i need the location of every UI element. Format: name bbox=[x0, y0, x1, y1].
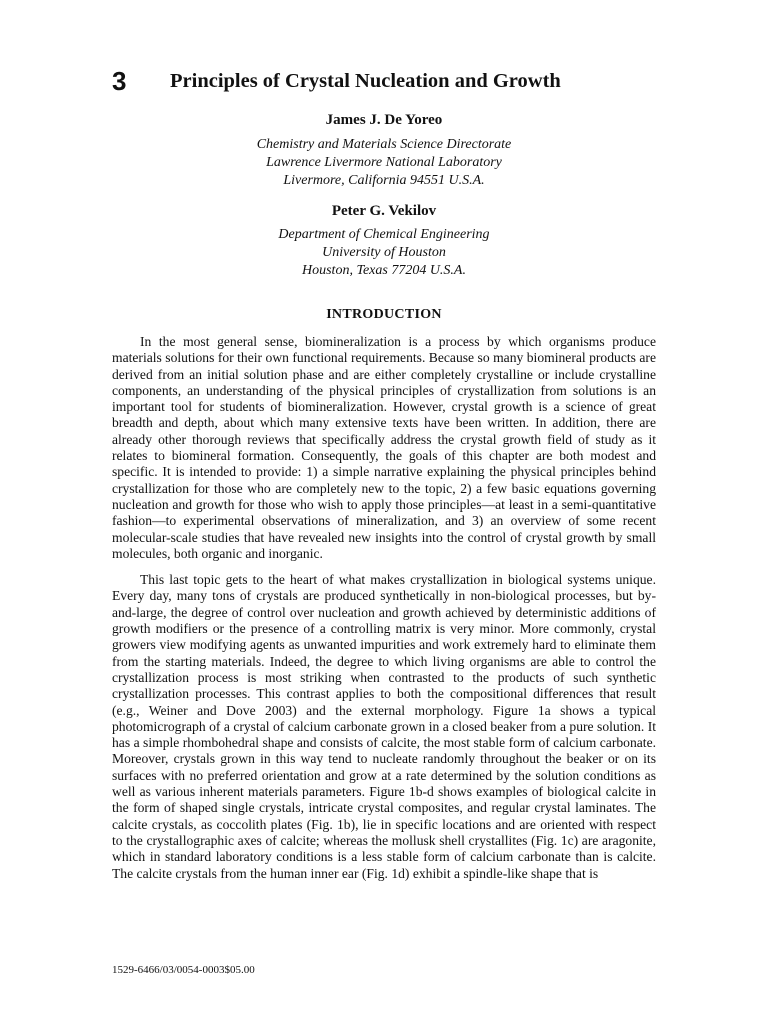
affiliation-line: Chemistry and Materials Science Directorate bbox=[256, 137, 512, 152]
chapter-title: Principles of Crystal Nucleation and Growth bbox=[170, 70, 561, 92]
paragraph: In the most general sense, biomineralization is a process by which organisms produce materials solutions for their own functional requirements. Because so many biomineral products are derived from an initial solution phase and are either completely crystalline or include crystalline components, an understanding of the physical principles of crystallization from solutions is an important tool for students of biomineralization. However, crystal growth is a science of great breadth and depth, about which many extensive texts have been written. In addition, there are already other thorough reviews that specifically address the crystal growth field of study as it relates to biomineral formation. Consequently, the goals of this chapter are both modest and specific. It is intended to provide: 1) a simple narrative explaining the physical principles behind crystallization for those who are completely new to the topic, 2) a few basic equations governing nucleation and growth for those who wish to apply those principles—at least in a semi-quantitative fashion—to experimental observations of mineralization, and 3) an overview of some recent molecular-scale studies that have revealed new insights into the control of crystal growth by small molecules, both organic and inorganic. bbox=[112, 334, 656, 561]
author-affiliation-1 bbox=[0, 136, 768, 190]
chapter-number: 3 bbox=[112, 66, 127, 96]
affiliation-line: Lawrence Livermore National Laboratory bbox=[266, 155, 502, 170]
footer-code: 1529-6466/03/0054-0003$05.00 bbox=[112, 964, 255, 976]
affiliation-line: Department of Chemical Engineering bbox=[278, 227, 490, 242]
affiliation-line: Livermore, California 94551 U.S.A. bbox=[283, 173, 485, 188]
body-text bbox=[112, 334, 656, 892]
paragraph: This last topic gets to the heart of what makes crystallization in biological systems unique. Every day, many tons of crystals are produced synthetically in non-biological processes, but by-and-large, the degree of control over nucleation and growth achieved by deterministic additions of growth modifiers or the presence of a controlling matrix is very minor. More commonly, crystal growers view modifying agents as unwanted impurities and work extremely hard to eliminate them from the starting materials. Indeed, the degree to which living organisms are able to control the crystallization process is most striking when contrasted to the products of such synthetic crystallization processes. This contrast applies to both the compositional differences that result (e.g., Weiner and Dove 2003) and the external morphology. Figure 1a shows a typical photomicrograph of a crystal of calcium carbonate grown in a closed beaker from a pure solution. It has a simple rhombohedral shape and consists of calcite, the most stable form of calcium carbonate. Moreover, crystals grown in this way tend to nucleate randomly throughout the beaker or on its surfaces with no preferred orientation and grow at a rate determined by the solution conditions as well as various inherent materials parameters. Figure 1b-d shows examples of biological calcite in the form of shaped single crystals, intricate crystal composites, and regular crystal laminates. The calcite crystals, as coccolith plates (Fig. 1b), lie in specific locations and are oriented with respect to the crystallographic axes of calcite; whereas the mollusk shell crystallites (Fig. 1c) are aragonite, which in standard laboratory conditions is a less stable form of calcium carbonate than is calcite. The calcite crystals from the human inner ear (Fig. 1d) exhibit a spindle-like shape that is bbox=[112, 572, 656, 881]
author-name-2: Peter G. Vekilov bbox=[331, 203, 437, 219]
affiliation-line: University of Houston bbox=[322, 245, 446, 260]
author-name-1: James J. De Yoreo bbox=[325, 112, 443, 128]
author-affiliation-2 bbox=[0, 226, 768, 280]
affiliation-line: Houston, Texas 77204 U.S.A. bbox=[302, 263, 466, 278]
section-heading: INTRODUCTION bbox=[326, 307, 442, 322]
